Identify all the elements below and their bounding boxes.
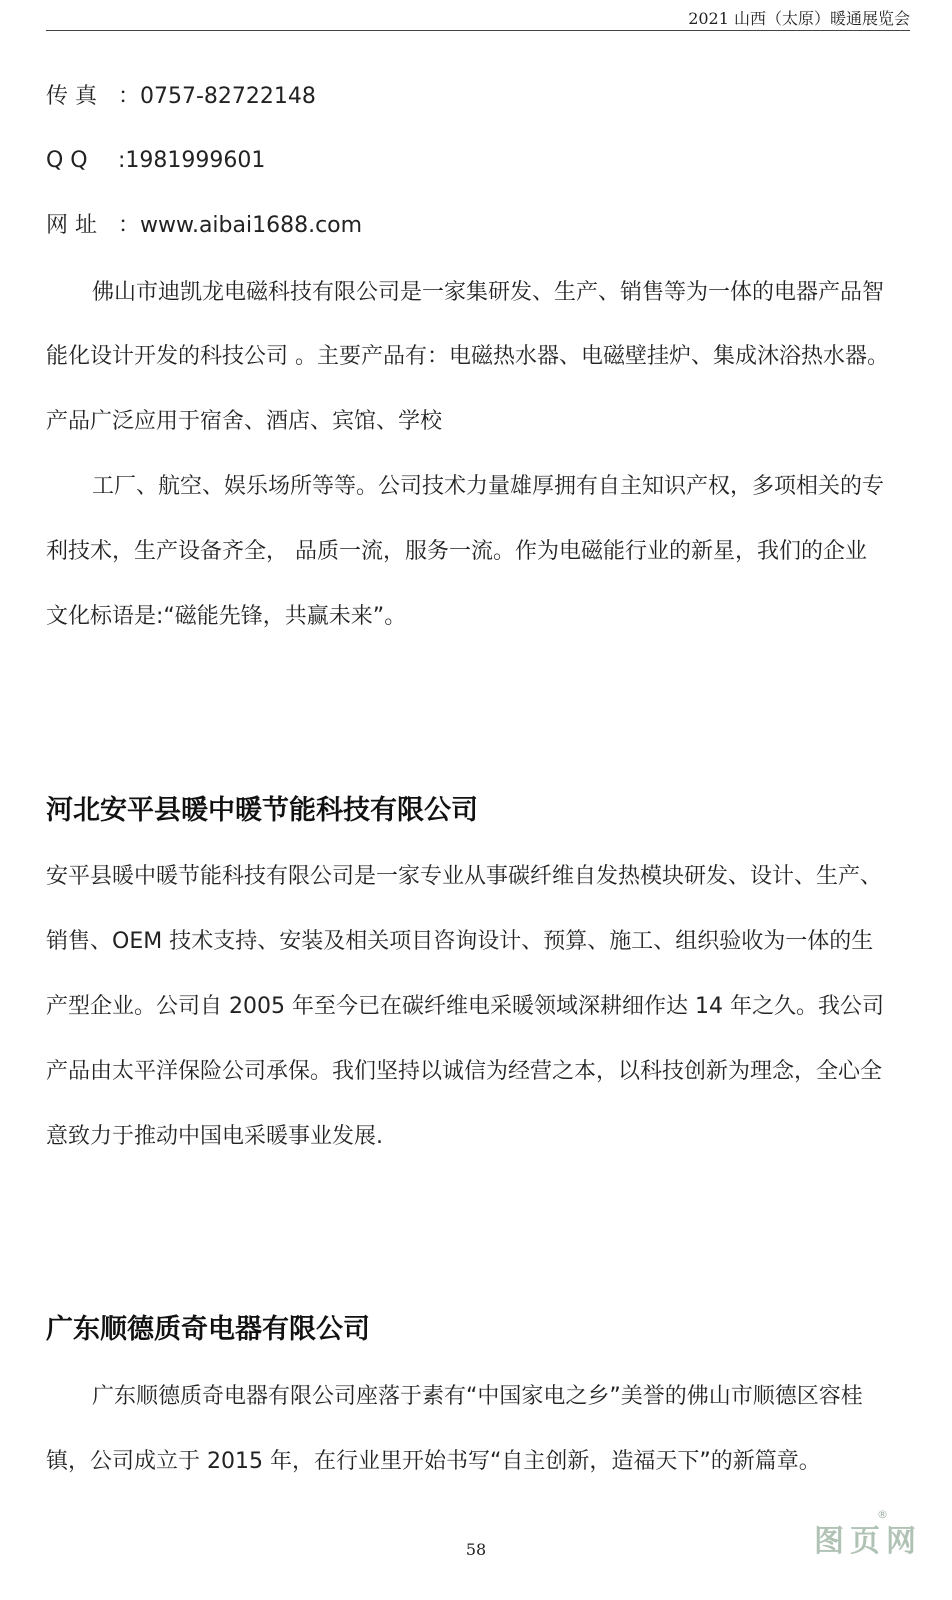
contact-label: 网 址 xyxy=(46,213,97,238)
paragraph-line: 安平县暖中暖节能科技有限公司是一家专业从事碳纤维自发热模块研发、设计、生产、 xyxy=(46,864,883,889)
contact-label: Q Q xyxy=(46,148,88,173)
registered-mark-icon: ® xyxy=(877,1508,888,1521)
header-title: 2021 山西（太原）暖通展览会 xyxy=(688,9,910,28)
paragraph-line: 工厂、航空、娱乐场所等等。公司技术力量雄厚拥有自主知识产权，多项相关的专 xyxy=(92,474,885,499)
page-header xyxy=(46,0,910,31)
paragraph-line: 销售、OEM 技术支持、安装及相关项目咨询设计、预算、施工、组织验收为一体的生 xyxy=(46,929,874,954)
paragraph-line: 能化设计开发的科技公司 。主要产品有：电磁热水器、电磁壁挂炉、集成沐浴热水器。 xyxy=(46,344,889,369)
paragraph-line: 产型企业。公司自 2005 年至今已在碳纤维电采暖领域深耕细作达 14 年之久。我公司 xyxy=(46,994,884,1019)
paragraph-line: 产品广泛应用于宿舍、酒店、宾馆、学校 xyxy=(46,409,443,434)
paragraph-line: 广东顺德质奇电器有限公司座落于素有“中国家电之乡”美誉的佛山市顺德区容桂 xyxy=(92,1384,863,1409)
paragraph-line: 佛山市迪凯龙电磁科技有限公司是一家集研发、生产、销售等为一体的电器产品智 xyxy=(92,280,885,305)
page-number: 58 xyxy=(465,1540,487,1559)
contact-value: :1981999601 xyxy=(118,148,266,173)
contact-website xyxy=(46,211,910,241)
contact-label: 传 真 xyxy=(46,84,97,109)
paragraph-line: 利技术，生产设备齐全， 品质一流，服务一流。作为电磁能行业的新星，我们的企业 xyxy=(46,539,867,564)
contact-value: ：www.aibai1688.com xyxy=(118,213,363,238)
section-heading: 广东顺德质奇电器有限公司 xyxy=(46,1314,370,1345)
paragraph-line: 镇，公司成立于 2015 年，在行业里开始书写“自主创新，造福天下”的新篇章。 xyxy=(46,1449,821,1474)
watermark-logo: 图页网 xyxy=(814,1524,922,1559)
contact-fax xyxy=(46,82,910,112)
paragraph-line: 产品由太平洋保险公司承保。我们坚持以诚信为经营之本，以科技创新为理念，全心全 xyxy=(46,1059,883,1084)
section-heading: 河北安平县暖中暖节能科技有限公司 xyxy=(46,795,478,826)
contact-qq xyxy=(46,146,910,176)
paragraph-line: 意致力于推动中国电采暖事业发展. xyxy=(46,1124,383,1149)
paragraph-line: 文化标语是:“磁能先锋，共赢未来”。 xyxy=(46,604,407,629)
contact-value: ：0757-82722148 xyxy=(118,84,316,109)
